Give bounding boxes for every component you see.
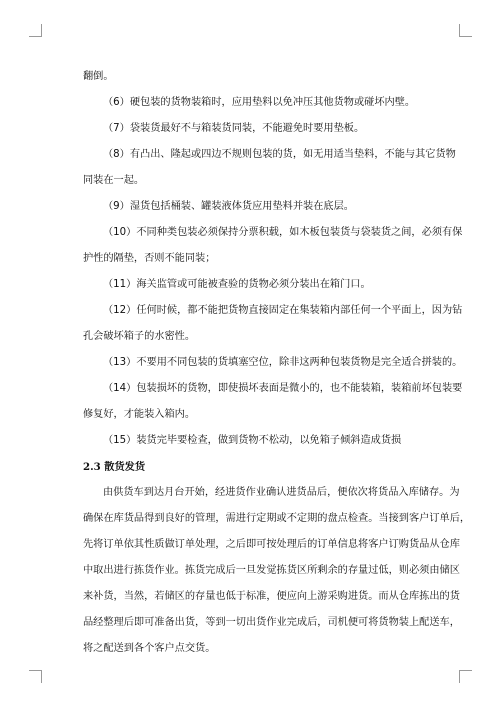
list-item-11: （11）海关监管或可能被查验的货物必须分装出在箱门口。 (103, 279, 371, 290)
crop-mark-top-left (29, 24, 42, 37)
paragraph-line: 先将订单依其性质做订单处理，之后即可按处理后的订单信息将客户订购货品从仓库 (83, 539, 460, 550)
paragraph-line: 由供货车到达月台开始，经进货作业确认进货品后，便依次将货品入库储存。为 (103, 487, 460, 498)
paragraph-line: 确保在库货品得到良好的管理，需进行定期或不定期的盘点检查。当接到客户订单后， (83, 513, 471, 524)
list-item-10: （10）不同种类包装必须保持分票积载，如木板包装货与袋装货之间，必须有保 (103, 227, 463, 238)
text-line: 翻倒。 (83, 71, 114, 82)
text-line: 同装在一起。 (83, 175, 145, 186)
crop-mark-top-right (459, 24, 472, 37)
list-item-8: （8）有凸出、隆起或四边不规则包装的货，如无用适当垫料，不能与其它货物 (103, 149, 456, 160)
paragraph-line: 中取出进行拣货作业。拣货完成后一旦发觉拣货区所剩余的存量过低，则必须由储区 (83, 565, 460, 576)
crop-mark-bottom-left (29, 670, 42, 683)
paragraph-line: 品经整理后即可准备出货，等到一切出货作业完成后，司机便可将货物装上配送车， (83, 617, 460, 628)
list-item-12: （12）任何时候，都不能把货物直接固定在集装箱内部任何一个平面上，因为钻 (103, 305, 463, 316)
paragraph-line: 来补货，当然，若储区的存量也低于标准，便应向上游采购进货。而从仓库拣出的货 (83, 591, 460, 602)
list-item-13: （13）不要用不同包装的货填塞空位，除非这两种包装货物是完全适合拼装的。 (103, 357, 463, 368)
list-item-9: （9）湿货包括桶装、罐装液体货应用垫料并装在底层。 (103, 201, 354, 212)
text-line: 护性的隔垫，否则不能同装； (83, 253, 216, 264)
text-line: 孔会破坏箱子的水密性。 (83, 331, 196, 342)
section-heading: 2.3 散货发货 (83, 461, 146, 473)
list-item-15: （15）装货完毕要检查，做到货物不松动，以免箱子倾斜造成货损 (103, 435, 402, 446)
list-item-7: （7）袋装货最好不与箱装货同装，不能避免时要用垫板。 (103, 123, 365, 134)
list-item-6: （6）硬包装的货物装箱时，应用垫料以免冲压其他货物或碰坏内壁。 (103, 97, 416, 108)
text-line: 修复好，才能装入箱内。 (83, 409, 196, 420)
crop-mark-bottom-right (459, 670, 472, 683)
document-body (83, 64, 471, 662)
paragraph-line: 将之配送到各个客户点交货。 (83, 643, 216, 654)
list-item-14: （14）包装损坏的货物，即使损坏表面是微小的，也不能装箱，装箱前坏包装要 (103, 383, 463, 394)
